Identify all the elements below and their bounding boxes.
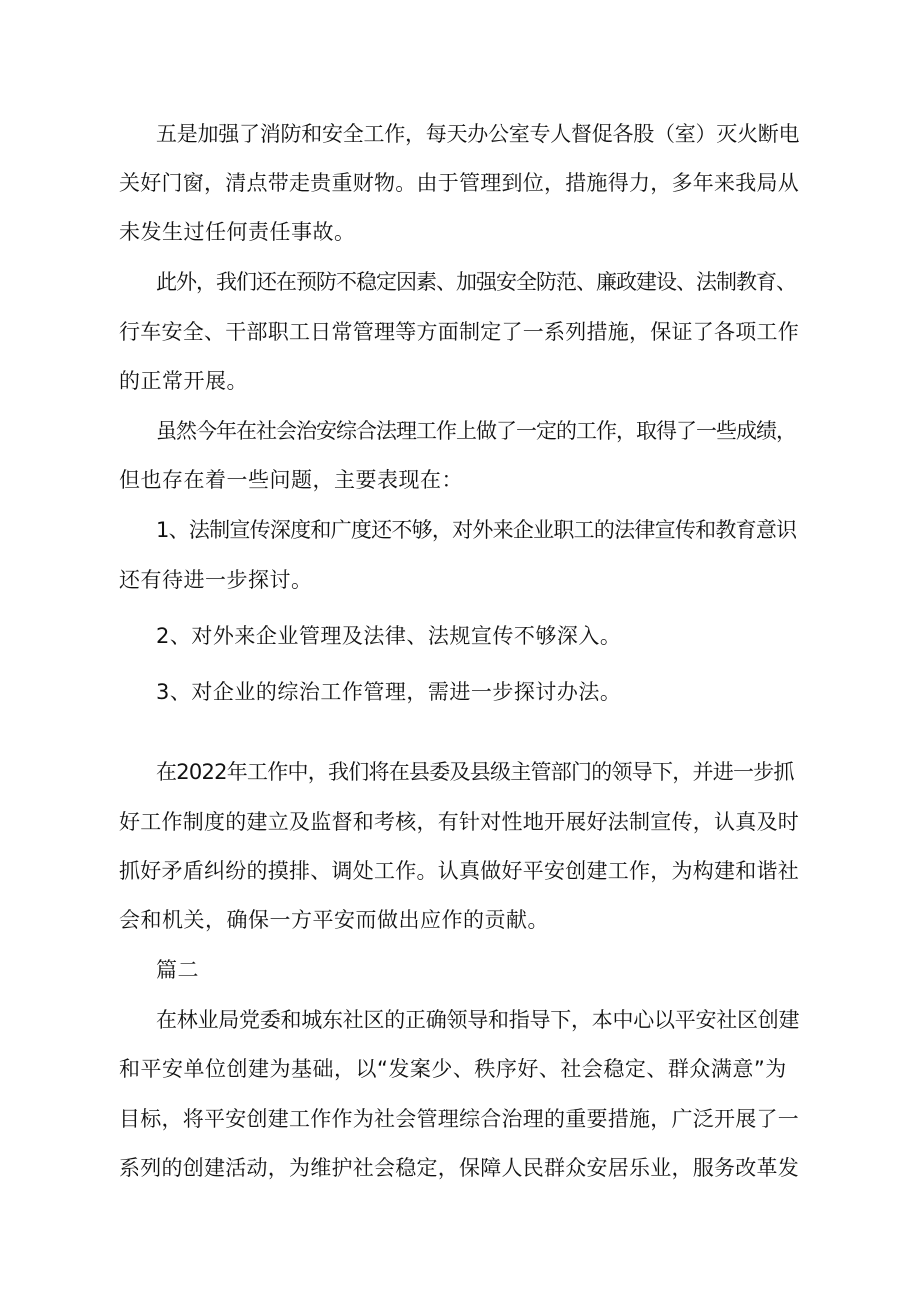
section-heading: 篇二 [156,958,199,982]
text-line: 和平安单位创建为基础，以“发案少、秩序好、社会稳定、群众满意”为 [119,1057,787,1081]
text-line: 好工作制度的建立及监督和考核，有针对性地开展好法制宣传，认真及时 [119,810,799,834]
text-line: 会和机关，确保一方平安而做出应作的贡献。 [119,908,549,932]
text-line: 但也存在着一些问题，主要表现在： [119,468,463,492]
text-line: 关好门窗，清点带走贵重财物。由于管理到位，措施得力，多年来我局从 [119,171,799,195]
text-line: 3、对企业的综治工作管理，需进一步探讨办法。 [156,680,622,704]
text-line: 在2022年工作中，我们将在县委及县级主管部门的领导下，并进一步抓 [156,760,794,784]
text-line: 五是加强了消防和安全工作，每天办公室专人督促各股（室）灭火断电 [156,122,800,146]
text-line: 还有待进一步探讨。 [119,568,313,592]
text-line: 此外，我们还在预防不稳定因素、加强安全防范、廉政建设、法制教育、 [156,270,796,294]
text-line: 未发生过任何责任事故。 [119,220,356,244]
text-line: 1、法制宣传深度和广度还不够，对外来企业职工的法律宣传和教育意识 [156,518,797,542]
text-line: 虽然今年在社会治安综合法理工作上做了一定的工作，取得了一些成绩， [156,419,796,443]
text-line: 抓好矛盾纠纷的摸排、调处工作。认真做好平安创建工作，为构建和谐社 [119,859,799,883]
text-line: 的正常开展。 [119,369,248,393]
text-line: 2、对外来企业管理及法律、法规宣传不够深入。 [156,624,622,648]
text-line: 目标，将平安创建工作作为社会管理综合治理的重要措施，广泛开展了一 [119,1107,799,1131]
text-line: 行车安全、干部职工日常管理等方面制定了一系列措施，保证了各项工作 [119,320,799,344]
text-line: 在林业局党委和城东社区的正确领导和指导下，本中心以平安社区创建 [156,1008,800,1032]
text-line: 系列的创建活动，为维护社会稳定，保障人民群众安居乐业，服务改革发 [119,1156,799,1180]
